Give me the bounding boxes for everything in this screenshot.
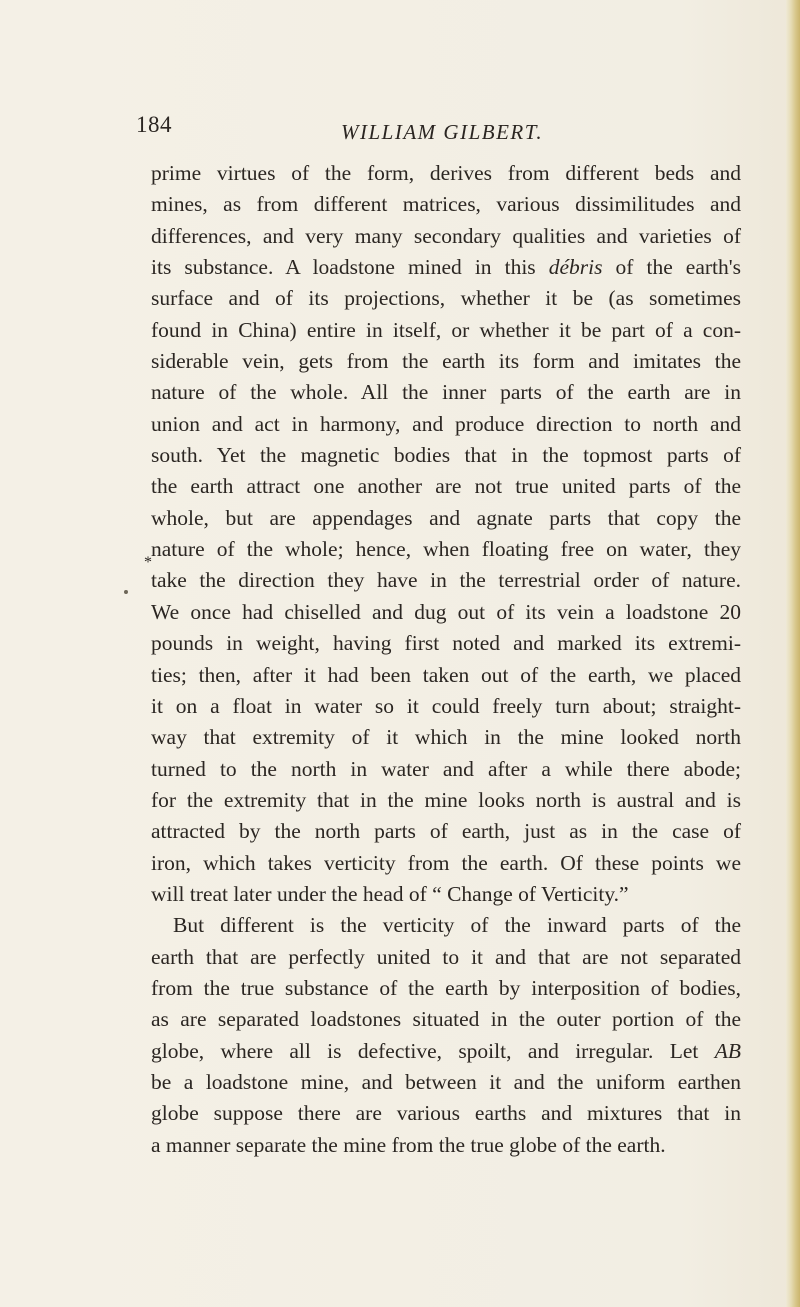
text-line: mines, as from different matrices, various dissimilitudes and <box>151 192 741 217</box>
text-line: surface and of its projections, whether it be (as sometimes <box>151 286 741 311</box>
text-line: will treat later under the head of “ Change of Verticity.” <box>151 881 629 906</box>
text-line: globe suppose there are various earths and mixtures that in <box>151 1101 741 1126</box>
text-segment: its substance. A loadstone mined in this <box>151 255 536 280</box>
text-line: whole, but are appendages and agnate parts that copy the <box>151 505 741 530</box>
text-line: found in China) entire in itself, or whether it be part of a con- <box>151 317 741 342</box>
text-line: But different is the verticity of the inward parts of the <box>173 913 741 938</box>
page-edge <box>786 0 800 1307</box>
text-line: for the extremity that in the mine looks north is austral and is <box>151 787 741 812</box>
text-line: nature of the whole. All the inner parts of the earth are in <box>151 380 741 405</box>
text-line: be a loadstone mine, and between it and the uniform earthen <box>151 1069 741 1094</box>
marginal-asterisk: * <box>144 554 152 571</box>
running-head <box>136 112 696 152</box>
text-line: from the true substance of the earth by interposition of bodies, <box>151 975 741 1000</box>
text-line: turned to the north in water and after a while there abode; <box>151 756 741 781</box>
text-line: it on a float in water so it could freely turn about; straight- <box>151 693 741 718</box>
text-line: take the direction they have in the terrestrial order of nature. <box>151 568 741 593</box>
running-title: WILLIAM GILBERT. <box>341 120 544 144</box>
page-number: 184 <box>136 112 172 137</box>
text-line: south. Yet the magnetic bodies that in the topmost parts of <box>151 443 741 468</box>
text-line: iron, which takes verticity from the earth. Of these points we <box>151 850 741 875</box>
text-line: ties; then, after it had been taken out of the earth, we placed <box>151 662 741 687</box>
text-line: attracted by the north parts of earth, just as in the case of <box>151 819 741 844</box>
text-segment: globe, where all is defective, spoilt, and irregular. Let <box>151 1038 699 1063</box>
margin-dot <box>124 590 128 594</box>
italic-ab: AB <box>714 1038 742 1063</box>
text-line: prime virtues of the form, derives from different beds and <box>151 161 741 185</box>
text-line: differences, and very many secondary qualities and varieties of <box>151 223 741 248</box>
italic-debris: débris <box>548 255 603 280</box>
text-line: a manner separate the mine from the true globe of the earth. <box>151 1132 666 1157</box>
text-segment: of the earth's <box>615 255 742 280</box>
text-line: pounds in weight, having first noted and marked its extremi- <box>151 631 741 656</box>
text-line: union and act in harmony, and produce direction to north and <box>151 411 741 436</box>
body-text <box>151 158 741 1161</box>
text-line: as are separated loadstones situated in the outer portion of the <box>151 1007 741 1032</box>
text-line <box>151 1036 741 1067</box>
text-line: siderable vein, gets from the earth its form and imitates the <box>151 349 741 374</box>
text-line <box>151 252 741 283</box>
text-line: earth that are perfectly united to it and that are not separated <box>151 944 741 969</box>
text-line: way that extremity of it which in the mine looked north <box>151 725 741 750</box>
text-line: the earth attract one another are not true united parts of the <box>151 474 741 499</box>
text-line: nature of the whole; hence, when floating free on water, they <box>151 537 741 562</box>
text-line: We once had chiselled and dug out of its vein a loadstone 20 <box>151 599 741 624</box>
